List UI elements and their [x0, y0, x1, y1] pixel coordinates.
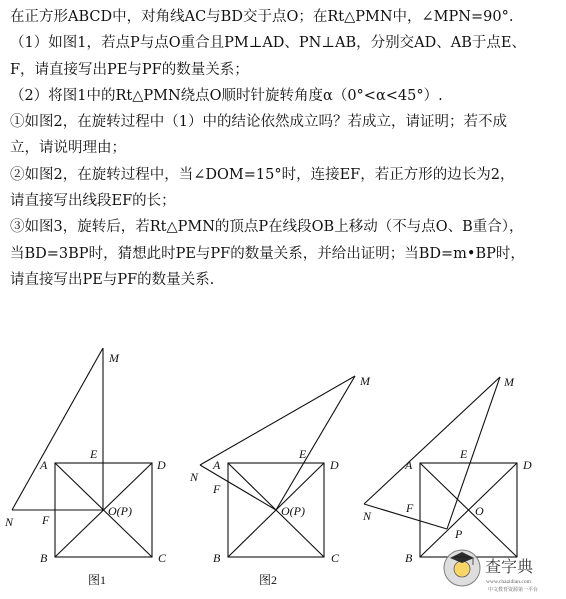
problem-line: ①如图2，在旋转过程中（1）中的结论依然成立吗？若成立，请证明；若不成: [10, 114, 507, 131]
fig3-label-e: E: [460, 447, 468, 461]
problem-line: 请直接写出线段EF的长；: [10, 193, 176, 210]
fig1-label-o: O(P): [108, 504, 132, 518]
fig1-label-c: C: [158, 551, 167, 565]
fig2-label-o: O(P): [281, 504, 305, 518]
problem-line: （1）如图1，若点P与点O重合且PM⊥AD、PN⊥AB，分别交AD、AB于点E、: [10, 35, 526, 52]
fig2-pn: [200, 465, 276, 510]
geometry-figures: [0, 348, 566, 595]
fig3-label-f: F: [406, 501, 414, 515]
fig1-label-m: M: [109, 351, 119, 365]
problem-line: 请直接写出PE与PF的数量关系.: [10, 271, 215, 288]
problem-text: [10, 4, 556, 293]
fig3-label-o: O: [475, 504, 484, 518]
problem-line: 立，请说明理由；: [10, 140, 126, 157]
fig2-label-f: F: [213, 482, 221, 496]
fig2-label-e: E: [299, 447, 307, 461]
figure-3: [364, 377, 517, 557]
fig3-label-a: A: [405, 458, 413, 472]
figures-area: [0, 348, 566, 595]
fig1-label-n: N: [5, 515, 14, 529]
student-face-icon: [454, 561, 470, 577]
problem-line: 当BD=3BP时，猜想此时PE与PF的数量关系，并给出证明；当BD=m•BP时，: [10, 245, 525, 262]
fig2-label-m: M: [360, 374, 370, 388]
fig1-label-d: D: [157, 458, 166, 472]
fig1-mn: [12, 348, 103, 510]
fig2-label-a: A: [213, 458, 221, 472]
fig2-label-b: B: [213, 551, 221, 565]
watermark-url: www.chazidian.com: [486, 579, 531, 585]
problem-line: F，请直接写出PE与PF的数量关系；: [10, 61, 249, 78]
fig3-label-d: D: [523, 458, 532, 472]
fig2-caption: 图2: [259, 573, 278, 587]
figure-1: [12, 348, 152, 557]
fig1-caption: 图1: [88, 573, 107, 587]
problem-line: （2）将图1中的Rt△PMN绕点O顺时针旋转角度α（0°<α<45°）.: [10, 87, 443, 104]
fig3-label-m: M: [504, 375, 514, 389]
fig3-label-b: B: [405, 551, 413, 565]
fig3-label-n: N: [363, 509, 372, 523]
fig1-label-e: E: [90, 447, 98, 461]
fig2-label-c: C: [331, 551, 340, 565]
watermark-slogan: 中文教育资源第一平台: [488, 588, 539, 593]
fig3-mn: [364, 377, 500, 504]
fig2-label-d: D: [330, 458, 339, 472]
fig2-pm: [276, 376, 355, 510]
fig1-label-b: B: [40, 551, 48, 565]
watermark-name: 查字典: [485, 559, 534, 576]
problem-line: ③如图3，旋转后，若Rt△PMN的顶点P在线段OB上移动（不与点O、B重合），: [10, 219, 524, 236]
fig2-mn: [200, 376, 355, 465]
problem-line: 在正方形ABCD中，对角线AC与BD交于点O；在Rt△PMN中，∠MPN=90°.: [10, 9, 514, 25]
fig3-pm: [447, 377, 500, 529]
fig3-label-p: P: [455, 527, 463, 541]
problem-line: ②如图2，在旋转过程中，当∠DOM=15°时，连接EF，若正方形的边长为2，: [10, 166, 515, 183]
fig1-label-f: F: [42, 513, 50, 527]
fig2-label-n: N: [190, 470, 199, 484]
fig1-label-a: A: [40, 458, 48, 472]
